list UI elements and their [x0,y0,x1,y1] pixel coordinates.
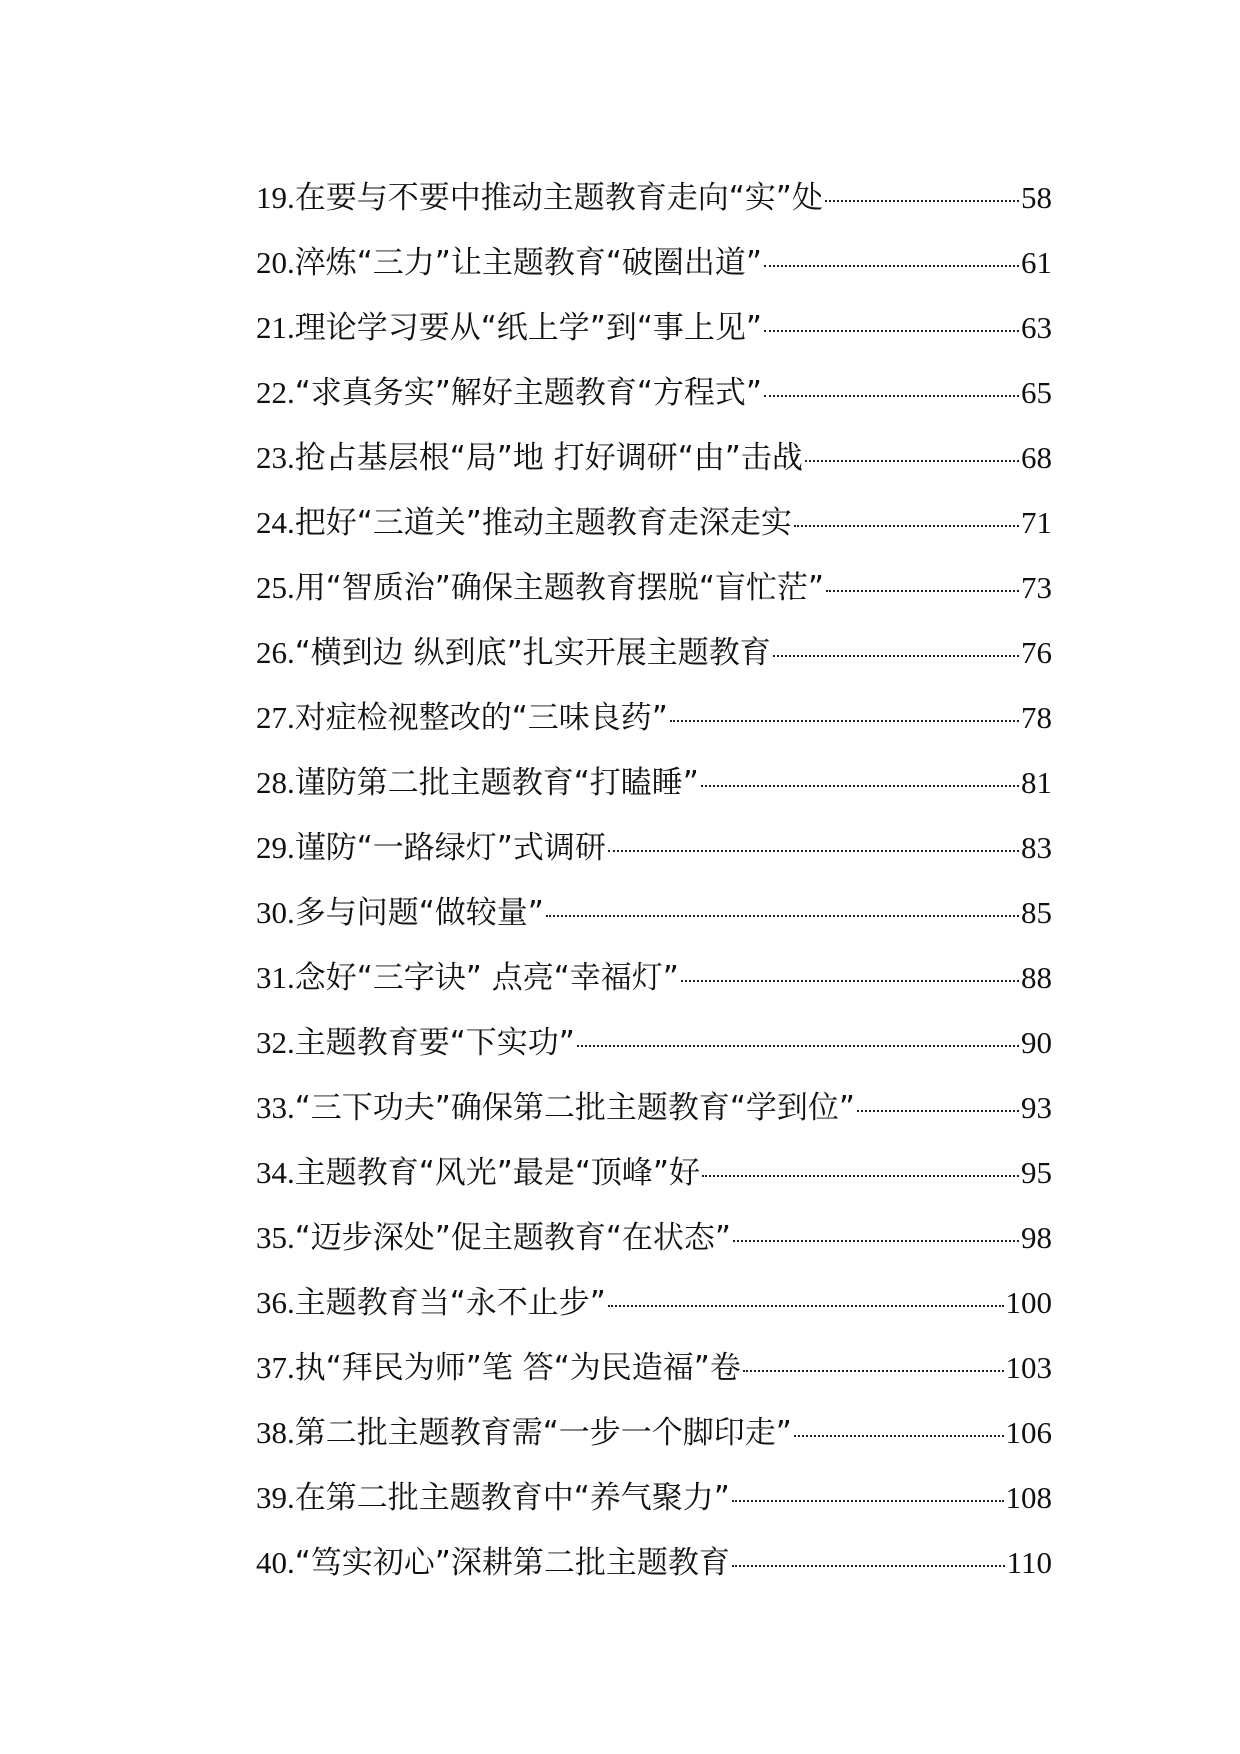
entry-title: 理论学习要从“纸上学”到“事上见” [294,310,762,346]
entry-number: 34. [256,1155,295,1190]
toc-entry[interactable] [256,1400,1052,1465]
entry-title: 淬炼“三力”让主题教育“破圈出道” [294,245,762,281]
entry-title: 执“拜民为师”笔 答“为民造福”卷 [294,1350,741,1386]
entry-title: 主题教育“风光”最是“顶峰”好 [294,1155,700,1191]
toc-entry[interactable] [256,360,1052,425]
entry-title: 在要与不要中推动主题教育走向“实”处 [294,180,823,216]
entry-page-number: 68 [1021,440,1052,475]
entry-page-number: 93 [1021,1090,1052,1125]
entry-page-number: 81 [1021,765,1052,800]
toc-entry[interactable] [256,555,1052,620]
dot-leader [794,1434,1004,1437]
dot-leader [773,654,1019,657]
toc-entry[interactable] [256,165,1052,230]
toc-entry[interactable] [256,1205,1052,1270]
table-of-contents [256,165,1052,1595]
toc-entry[interactable] [256,620,1052,685]
entry-title: 在第二批主题教育中“养气聚力” [294,1480,730,1516]
dot-leader [805,459,1019,462]
entry-title: 谨防“一路绿灯”式调研 [294,830,606,866]
dot-leader [826,589,1019,592]
entry-page-number: 73 [1021,570,1052,605]
entry-title: “三下功夫”确保第二批主题教育“学到位” [294,1090,855,1126]
toc-entry[interactable] [256,945,1052,1010]
entry-title: “求真务实”解好主题教育“方程式” [294,375,762,411]
toc-entry[interactable] [256,1075,1052,1140]
toc-entry[interactable] [256,1140,1052,1205]
dot-leader [732,1499,1004,1502]
dot-leader [608,1304,1004,1307]
entry-number: 19. [256,180,295,215]
entry-number: 40. [256,1545,295,1580]
dot-leader [794,524,1019,527]
entry-number: 23. [256,440,295,475]
entry-title: 把好“三道关”推动主题教育走深走实 [294,505,792,541]
entry-number: 38. [256,1415,295,1450]
entry-title: 第二批主题教育需“一步一个脚印走” [294,1415,792,1451]
entry-number: 37. [256,1350,295,1385]
entry-number: 29. [256,830,295,865]
entry-number: 30. [256,895,295,930]
entry-page-number: 88 [1021,960,1052,995]
entry-page-number: 100 [1005,1285,1052,1320]
toc-entry[interactable] [256,230,1052,295]
dot-leader [701,784,1019,787]
entry-page-number: 61 [1021,245,1052,280]
toc-entry[interactable] [256,425,1052,490]
toc-entry[interactable] [256,880,1052,945]
dot-leader [670,719,1019,722]
entry-page-number: 58 [1021,180,1052,215]
dot-leader [732,1564,1005,1567]
entry-page-number: 98 [1021,1220,1052,1255]
entry-number: 36. [256,1285,295,1320]
entry-title: 谨防第二批主题教育“打瞌睡” [294,765,699,801]
toc-entry[interactable] [256,1530,1052,1595]
entry-page-number: 63 [1021,310,1052,345]
entry-page-number: 110 [1006,1545,1052,1580]
toc-entry[interactable] [256,1465,1052,1530]
entry-page-number: 65 [1021,375,1052,410]
entry-number: 26. [256,635,295,670]
entry-title: 念好“三字诀” 点亮“幸福灯” [294,960,679,996]
dot-leader [825,199,1019,202]
dot-leader [733,1239,1019,1242]
entry-number: 35. [256,1220,295,1255]
entry-page-number: 95 [1021,1155,1052,1190]
dot-leader [764,329,1019,332]
entry-page-number: 90 [1021,1025,1052,1060]
toc-entry[interactable] [256,1270,1052,1335]
entry-page-number: 83 [1021,830,1052,865]
dot-leader [702,1174,1019,1177]
entry-page-number: 71 [1021,505,1052,540]
dot-leader [546,914,1019,917]
entry-title: 多与问题“做较量” [294,895,544,931]
entry-number: 27. [256,700,295,735]
dot-leader [857,1109,1019,1112]
entry-title: 抢占基层根“局”地 打好调研“由”击战 [294,440,803,476]
entry-title: “迈步深处”促主题教育“在状态” [294,1220,731,1256]
dot-leader [743,1369,1004,1372]
entry-number: 31. [256,960,295,995]
entry-title: 主题教育当“永不止步” [294,1285,606,1321]
dot-leader [608,849,1019,852]
toc-entry[interactable] [256,295,1052,360]
entry-number: 33. [256,1090,295,1125]
dot-leader [764,264,1019,267]
entry-title: 主题教育要“下实功” [294,1025,575,1061]
entry-page-number: 85 [1021,895,1052,930]
dot-leader [577,1044,1019,1047]
toc-entry[interactable] [256,750,1052,815]
entry-page-number: 78 [1021,700,1052,735]
entry-number: 20. [256,245,295,280]
toc-entry[interactable] [256,1335,1052,1400]
toc-entry[interactable] [256,490,1052,555]
entry-number: 22. [256,375,295,410]
entry-number: 25. [256,570,295,605]
entry-title: 对症检视整改的“三味良药” [294,700,668,736]
entry-page-number: 106 [1005,1415,1052,1450]
entry-title: “横到边 纵到底”扎实开展主题教育 [294,635,771,671]
toc-entry[interactable] [256,815,1052,880]
entry-number: 39. [256,1480,295,1515]
entry-number: 32. [256,1025,295,1060]
toc-entry[interactable] [256,1010,1052,1075]
toc-entry[interactable] [256,685,1052,750]
entry-number: 21. [256,310,295,345]
entry-number: 24. [256,505,295,540]
dot-leader [681,979,1019,982]
entry-page-number: 108 [1005,1480,1052,1515]
entry-page-number: 103 [1005,1350,1052,1385]
entry-page-number: 76 [1021,635,1052,670]
entry-title: “笃实初心”深耕第二批主题教育 [294,1545,730,1581]
dot-leader [764,394,1019,397]
entry-number: 28. [256,765,295,800]
entry-title: 用“智质治”确保主题教育摆脱“盲忙茫” [294,570,824,606]
